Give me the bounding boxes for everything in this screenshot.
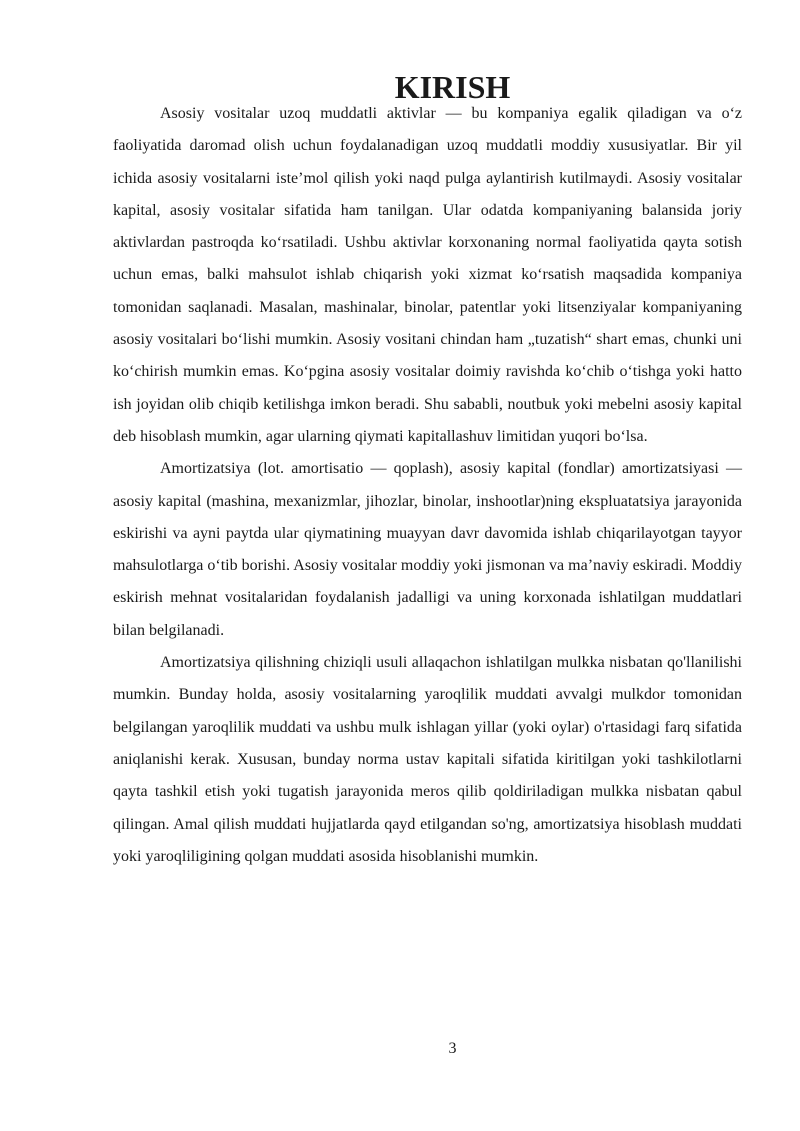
paragraph-linear-method: Amortizatsiya qilishning chiziqli usuli allaqachon ishlatilgan mulkka nisbatan qo'llanilishi mumkin. Bunday holda, asosiy vositalarning yaroqlilik muddati avvalgi mulkdor tomonidan belgilangan yaroqlilik muddati va ushbu mulk ishlagan yillar (yoki oylar) o'rtasidagi farq sifatida aniqlanishi kerak. Xususan, bunday norma ustav kapitali sifatida kiritilgan yoki tashkilotlarni qayta tashkil etish yoki tugatish jarayonida meros qilib qoldiriladigan mulkka nisbatan qabul qilingan. Amal qilish muddati hujjatlarda qayd etilgandan so'ng, amortizatsiya hisoblash muddati yoki yaroqliligining qolgan muddati asosida hisoblanishi mumkin.: [113, 654, 742, 865]
page-title: KIRISH: [394, 69, 511, 105]
paragraph-intro: Asosiy vositalar uzoq muddatli aktivlar — bu kompaniya egalik qiladigan va o‘z faoliyatida daromad olish uchun foydalanadigan uzoq muddatli moddiy xususiyatlar. Bir yil ichida asosiy vositalarni iste’mol qilish yoki naqd pulga aylantirish kutilmaydi. Asosiy vositalar kapital, asosiy vositalar sifatida ham tanilgan. Ular odatda kompaniyaning balansida joriy aktivlardan pastroqda ko‘rsatiladi. Ushbu aktivlar korxonaning normal faoliyatida qayta sotish uchun emas, balki mahsulot ishlab chiqarish yoki xizmat ko‘rsatish maqsadida kompaniya tomonidan saqlanadi. Masalan, mashinalar, binolar, patentlar yoki litsenziyalar kompaniyaning asosiy vositalari bo‘lishi mumkin. Asosiy vositani chindan ham „tuzatish“ shart emas, chunki uni ko‘chirish mumkin emas. Ko‘pgina asosiy vositalar doimiy ravishda ko‘chib o‘tishga yoki hatto ish joyidan olib chiqib ketilishga imkon beradi. Shu sababli, noutbuk yoki mebelni asosiy kapital deb hisoblash mumkin, agar ularning qiymati kapitallashuv limitidan yuqori bo‘lsa.: [113, 105, 742, 445]
page-content: [113, 69, 742, 873]
page-number: 3: [448, 1040, 457, 1057]
paragraph-amortization: Amortizatsiya (lot. amortisatio — qoplash), asosiy kapital (fondlar) amortizatsiyasi — asosiy kapital (mashina, mexanizmlar, jihozlar, binolar, inshootlar)ning ekspluatatsiya jarayonida eskirishi va ayni paytda ular qiymatining muayyan davr davomida ishlab chiqarilayotgan tayyor mahsulotlarga o‘tib borishi. Asosiy vositalar moddiy yoki jismonan va ma’naviy eskiradi. Moddiy eskirish mehnat vositalaridan foydalanish jadalligi va uning korxonada ishlatilgan muddatlari bilan belgilanadi.: [113, 460, 742, 639]
